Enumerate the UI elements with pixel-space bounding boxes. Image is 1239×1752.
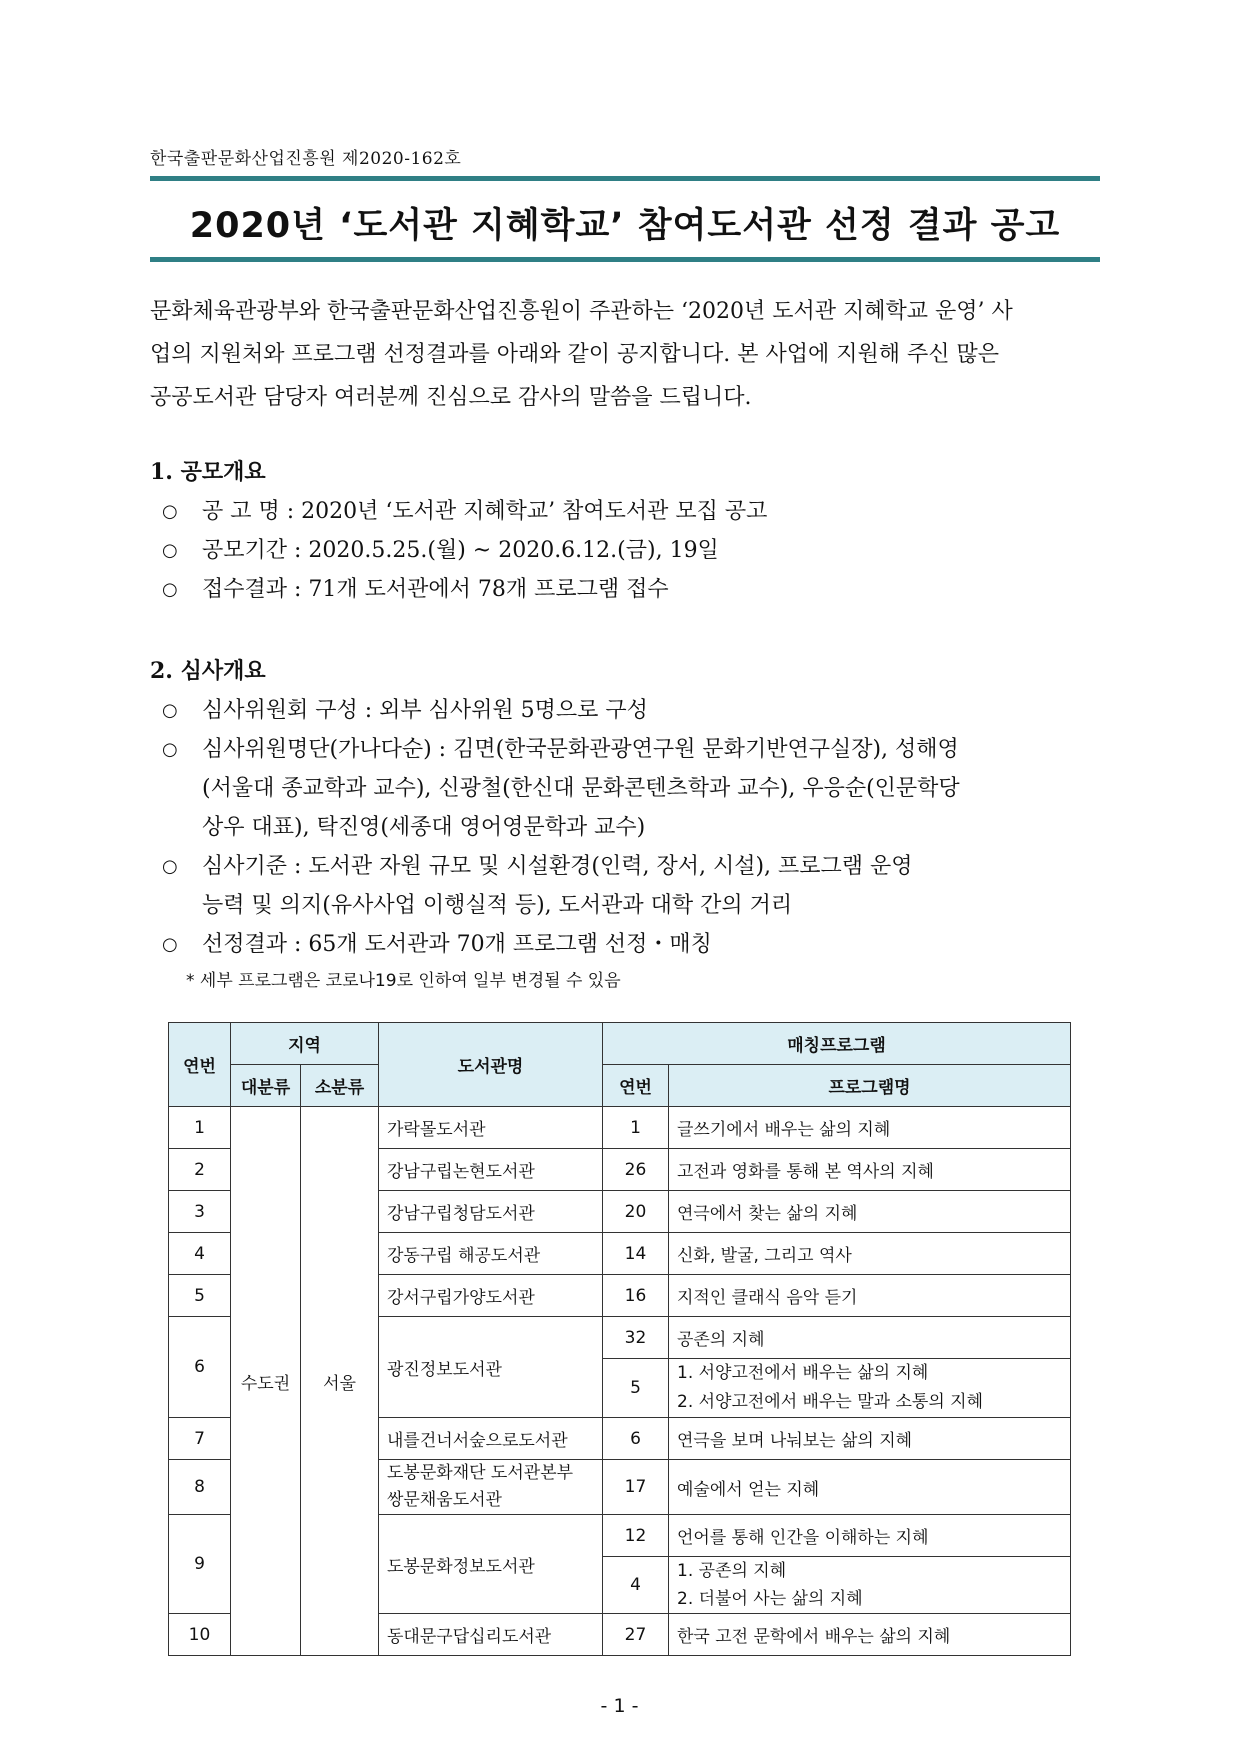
- intro-line: 업의 지원처와 프로그램 선정결과를 아래와 같이 공지합니다. 본 사업에 지원해 주신 많은: [150, 342, 999, 367]
- table-row: 10 동대문구답십리도서관 27 한국 고전 문학에서 배우는 삶의 지혜: [169, 1614, 1071, 1656]
- header-region: 지역: [231, 1023, 379, 1065]
- region-minor-cell: 서울: [301, 1107, 379, 1656]
- bullet-item: ○ 심사기준 : 도서관 자원 규모 및 시설환경(인력, 장서, 시설), 프로그램 운영 능력 및 의지(유사사업 이행실적 등), 도서관과 대학 간의 거리: [150, 847, 1100, 925]
- header-library: 도서관명: [379, 1023, 603, 1107]
- bullet-item: ○ 공모기간 : 2020.5.25.(월) ~ 2020.6.12.(금), 19일: [150, 531, 1100, 570]
- intro-paragraph: [150, 290, 1100, 419]
- section-title: 2. 심사개요: [150, 658, 266, 684]
- footnote: * 세부 프로그램은 코로나19로 인하여 일부 변경될 수 있음: [186, 971, 621, 991]
- section-overview: [150, 452, 1100, 609]
- bullet-item: ○ 심사위원명단(가나다순) : 김면(한국문화관광연구원 문화기반연구실장), 성해영 (서울대 종교학과 교수), 신광철(한신대 문화콘텐츠학과 교수), 우응순(인문학당 상우 대표), 탁진영(세종대 영어영문학과 교수): [150, 730, 1100, 847]
- circle-bullet-icon: ○: [162, 934, 178, 955]
- circle-bullet-icon: ○: [162, 501, 178, 522]
- circle-bullet-icon: ○: [162, 579, 178, 600]
- table-row: 5 강서구립가양도서관 16 지적인 클래식 음악 듣기: [169, 1275, 1071, 1317]
- header-prog-no: 연번: [603, 1065, 669, 1107]
- bullet-item: ○ 심사위원회 구성 : 외부 심사위원 5명으로 구성: [150, 691, 1100, 730]
- table-row: 4 1. 공존의 지혜 2. 더불어 사는 삶의 지혜: [169, 1557, 1071, 1614]
- table-row: 3 강남구립청담도서관 20 연극에서 찾는 삶의 지혜: [169, 1191, 1071, 1233]
- bullet-item: ○ 선정결과 : 65개 도서관과 70개 프로그램 선정・매칭: [150, 925, 1100, 964]
- circle-bullet-icon: ○: [162, 739, 178, 760]
- header-prog-name: 프로그램명: [669, 1065, 1071, 1107]
- table-row: 6 광진정보도서관 32 공존의 지혜: [169, 1317, 1071, 1359]
- section-title: 1. 공모개요: [150, 459, 266, 485]
- header-matching: 매칭프로그램: [603, 1023, 1071, 1065]
- document-number: 한국출판문화산업진흥원 제2020-162호: [150, 149, 462, 169]
- intro-line: 공공도서관 담당자 여러분께 진심으로 감사의 말씀을 드립니다.: [150, 385, 752, 410]
- section-review: [150, 651, 1100, 998]
- bullet-item: ○ 공 고 명 : 2020년 ‘도서관 지혜학교’ 참여도서관 모집 공고: [150, 492, 1100, 531]
- table-row: 5 1. 서양고전에서 배우는 삶의 지혜 2. 서양고전에서 배우는 말과 소통의 지혜: [169, 1359, 1071, 1418]
- table-row: 9 도봉문화정보도서관 12 언어를 통해 인간을 이해하는 지혜: [169, 1515, 1071, 1557]
- bullet-item: ○ 접수결과 : 71개 도서관에서 78개 프로그램 접수: [150, 570, 1100, 609]
- region-major-cell: 수도권: [231, 1107, 301, 1656]
- title-top-rule: [150, 176, 1100, 181]
- intro-line: 문화체육관광부와 한국출판문화산업진흥원이 주관하는 ‘2020년 도서관 지혜학교 운영’ 사: [150, 299, 1013, 324]
- table-row: 8 도봉문화재단 도서관본부 쌍문채움도서관 17 예술에서 얻는 지혜: [169, 1460, 1071, 1515]
- page-title: 2020년 ‘도서관 지혜학교’ 참여도서관 선정 결과 공고: [189, 206, 1061, 246]
- table-row: 7 내를건너서숲으로도서관 6 연극을 보며 나눠보는 삶의 지혜: [169, 1418, 1071, 1460]
- table-row: 2 강남구립논현도서관 26 고전과 영화를 통해 본 역사의 지혜: [169, 1149, 1071, 1191]
- header-minor: 소분류: [301, 1065, 379, 1107]
- table-row: 4 강동구립 해공도서관 14 신화, 발굴, 그리고 역사: [169, 1233, 1071, 1275]
- page-number: - 1 -: [600, 1695, 639, 1717]
- circle-bullet-icon: ○: [162, 700, 178, 721]
- title-bottom-rule: [150, 257, 1100, 262]
- table-row: 1 수도권 서울 가락몰도서관 1 글쓰기에서 배우는 삶의 지혜: [169, 1107, 1071, 1149]
- header-no: 연번: [169, 1023, 231, 1107]
- circle-bullet-icon: ○: [162, 856, 178, 877]
- selection-table: [168, 1022, 1071, 1656]
- header-major: 대분류: [231, 1065, 301, 1107]
- circle-bullet-icon: ○: [162, 540, 178, 561]
